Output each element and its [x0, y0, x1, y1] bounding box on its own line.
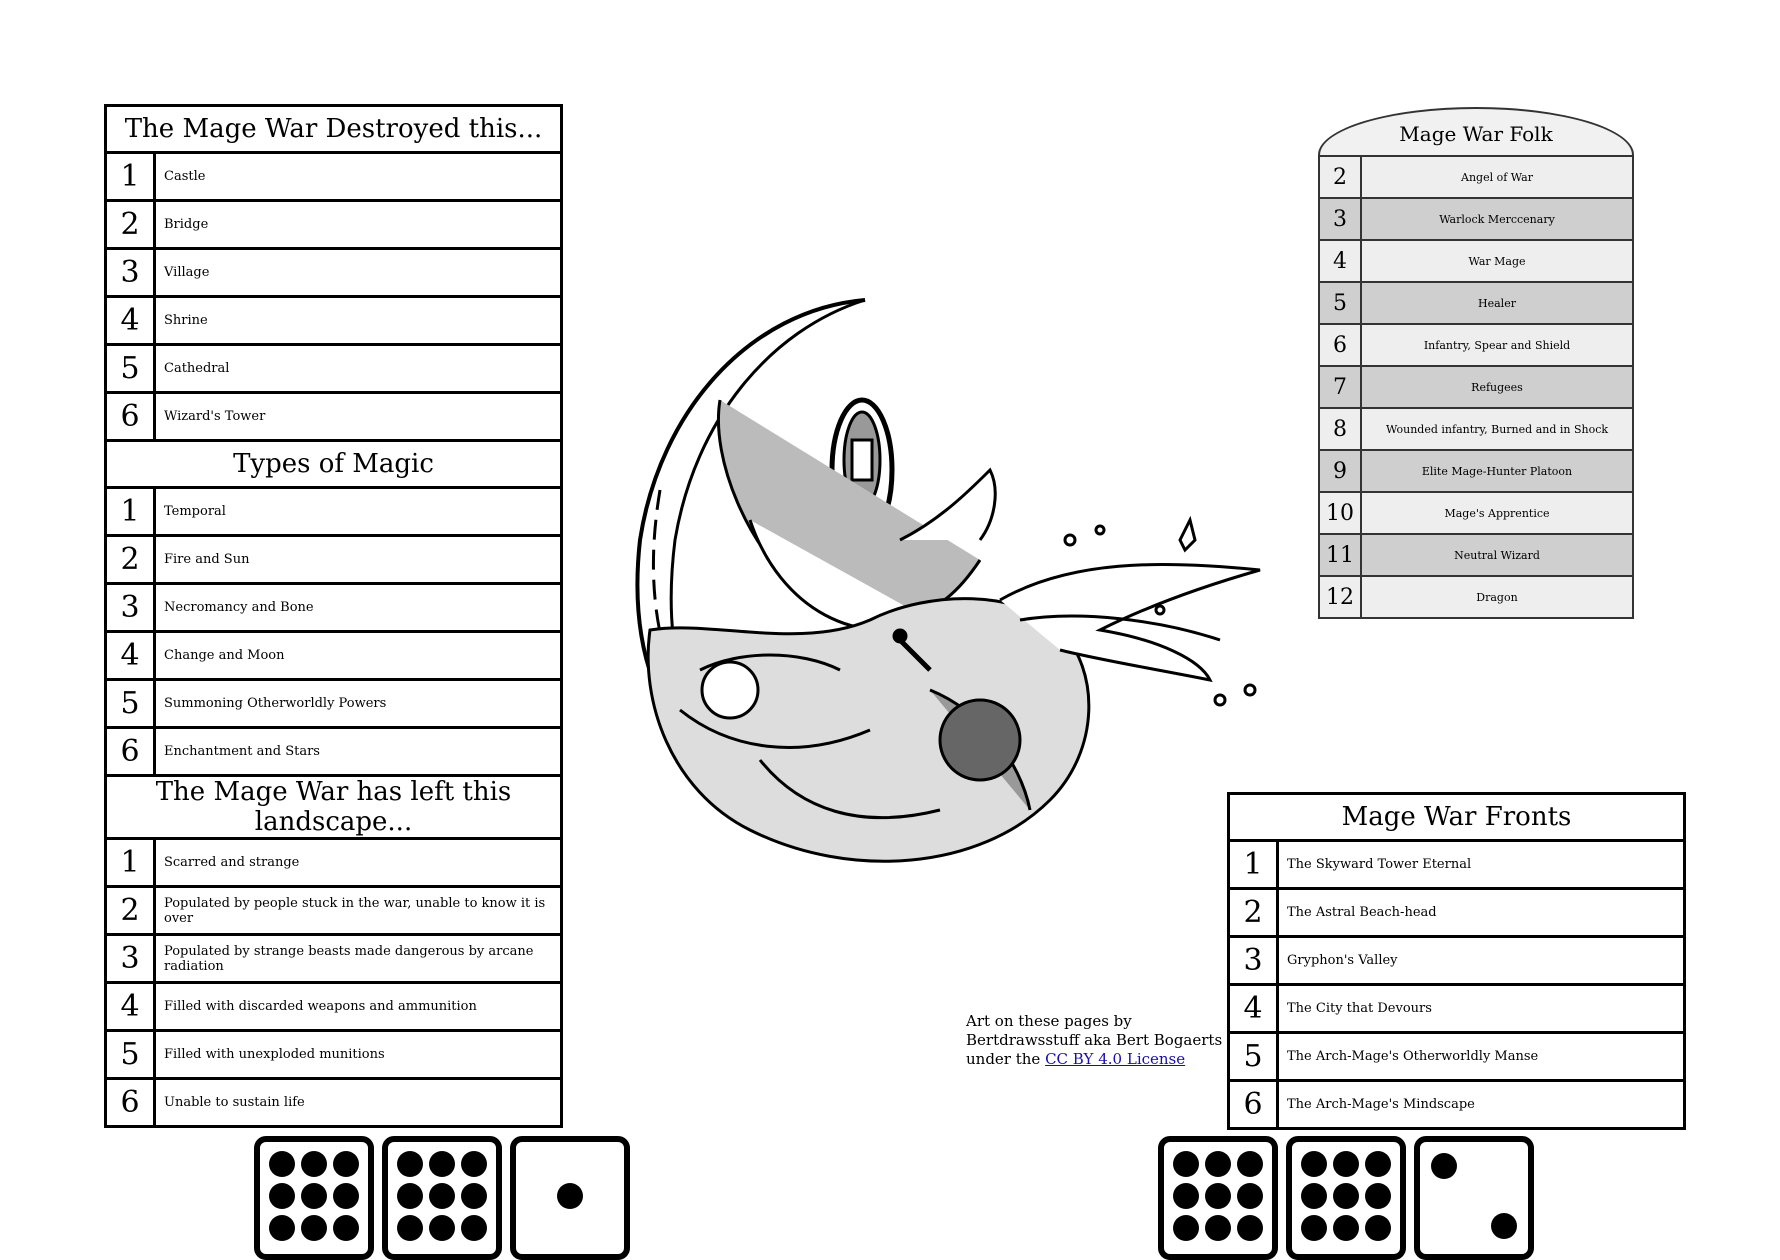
roll-number: 3: [1319, 198, 1361, 240]
credit-prefix: under the: [966, 1050, 1046, 1068]
pip: [301, 1183, 327, 1209]
pip: [429, 1151, 455, 1177]
credit-line-1: Art on these pages by: [966, 1012, 1132, 1030]
folk-row: [1319, 450, 1633, 492]
pip: [429, 1183, 455, 1209]
result-text: Gryphon's Valley: [1278, 937, 1685, 985]
pip: [1205, 1183, 1231, 1209]
table-row: [106, 345, 562, 393]
result-text: Village: [155, 249, 562, 297]
table-row: [106, 935, 562, 983]
pip: [461, 1151, 487, 1177]
folk-row: [1319, 324, 1633, 366]
roll-number: 5: [106, 680, 155, 728]
result-text: Mage's Apprentice: [1361, 492, 1633, 534]
result-text: Filled with unexploded munitions: [155, 1031, 562, 1079]
table-row: [106, 1031, 562, 1079]
result-text: Angel of War: [1361, 156, 1633, 198]
roll-number: 2: [106, 887, 155, 935]
pip: [1237, 1215, 1263, 1241]
roll-number: 1: [106, 488, 155, 536]
pip: [1173, 1151, 1199, 1177]
roll-number: 11: [1319, 534, 1361, 576]
pip: [333, 1215, 359, 1241]
result-text: Wounded infantry, Burned and in Shock: [1361, 408, 1633, 450]
folk-row: [1319, 408, 1633, 450]
table-row: [1229, 937, 1685, 985]
result-text: Populated by strange beasts made dangerous by arcane radiation: [155, 935, 562, 983]
pip: [397, 1183, 423, 1209]
roll-number: 2: [106, 201, 155, 249]
roll-number: 1: [1229, 841, 1278, 889]
result-text: Castle: [155, 153, 562, 201]
roll-number: 5: [1319, 282, 1361, 324]
result-text: War Mage: [1361, 240, 1633, 282]
die-face-9: [254, 1136, 374, 1260]
roll-number: 6: [106, 728, 155, 776]
result-text: Enchantment and Stars: [155, 728, 562, 776]
pip: [1365, 1151, 1391, 1177]
mage-war-folk-table: [1318, 107, 1634, 619]
folk-row: [1319, 198, 1633, 240]
pip: [1365, 1215, 1391, 1241]
table-row: [106, 488, 562, 536]
table-row: [106, 536, 562, 584]
folk-row: [1319, 366, 1633, 408]
roll-number: 6: [106, 393, 155, 441]
table-row: [106, 680, 562, 728]
roll-number: 1: [106, 839, 155, 887]
pip: [1173, 1183, 1199, 1209]
pip: [1205, 1151, 1231, 1177]
roll-number: 4: [1319, 240, 1361, 282]
pip: [301, 1151, 327, 1177]
roll-number: 6: [1319, 324, 1361, 366]
result-text: The Astral Beach-head: [1278, 889, 1685, 937]
result-text: Warlock Merccenary: [1361, 198, 1633, 240]
pip: [1205, 1215, 1231, 1241]
roll-number: 3: [106, 584, 155, 632]
result-text: Neutral Wizard: [1361, 534, 1633, 576]
folk-row: [1319, 576, 1633, 618]
roll-number: 2: [1319, 156, 1361, 198]
table-title: Types of Magic: [106, 441, 562, 488]
result-text: Healer: [1361, 282, 1633, 324]
table-row: [106, 393, 562, 441]
table-row: [1229, 1081, 1685, 1129]
folk-row: [1319, 282, 1633, 324]
table-header-row: [106, 441, 562, 488]
pip: [1237, 1183, 1263, 1209]
table-title: Mage War Fronts: [1229, 794, 1685, 841]
pip: [397, 1151, 423, 1177]
pip: [1333, 1215, 1359, 1241]
roll-number: 3: [1229, 937, 1278, 985]
result-text: The Arch-Mage's Mindscape: [1278, 1081, 1685, 1129]
table-header-row: [106, 776, 562, 839]
pip: [461, 1183, 487, 1209]
result-text: Temporal: [155, 488, 562, 536]
pip: [1491, 1213, 1517, 1239]
pip: [333, 1183, 359, 1209]
die-face-2: [1414, 1136, 1534, 1260]
pip: [1301, 1151, 1327, 1177]
pip: [1431, 1153, 1457, 1179]
folk-row: [1319, 156, 1633, 198]
table-row: [1229, 1033, 1685, 1081]
table-row: [1229, 985, 1685, 1033]
pip: [1173, 1215, 1199, 1241]
die-face-9: [1286, 1136, 1406, 1260]
folk-row: [1319, 240, 1633, 282]
table-title: The Mage War Destroyed this...: [106, 106, 562, 153]
table-row: [106, 887, 562, 935]
result-text: Fire and Sun: [155, 536, 562, 584]
result-text: Bridge: [155, 201, 562, 249]
left-tables: [104, 104, 563, 1128]
pip: [301, 1215, 327, 1241]
pip: [1333, 1183, 1359, 1209]
roll-number: 4: [1229, 985, 1278, 1033]
roll-number: 2: [1229, 889, 1278, 937]
roll-number: 7: [1319, 366, 1361, 408]
result-text: Infantry, Spear and Shield: [1361, 324, 1633, 366]
pip: [429, 1215, 455, 1241]
pip: [333, 1151, 359, 1177]
result-text: Scarred and strange: [155, 839, 562, 887]
license-link[interactable]: CC BY 4.0 License: [1045, 1050, 1186, 1068]
table-row: [106, 1079, 562, 1127]
die-face-1: [510, 1136, 630, 1260]
result-text: The Arch-Mage's Otherworldly Manse: [1278, 1033, 1685, 1081]
pip: [1333, 1151, 1359, 1177]
die-face-9: [382, 1136, 502, 1260]
pip: [1301, 1183, 1327, 1209]
result-text: The City that Devours: [1278, 985, 1685, 1033]
table-row: [106, 983, 562, 1031]
table-row: [106, 297, 562, 345]
die-face-9: [1158, 1136, 1278, 1260]
roll-number: 5: [1229, 1033, 1278, 1081]
roll-number: 6: [1229, 1081, 1278, 1129]
roll-number: 3: [106, 249, 155, 297]
roll-number: 1: [106, 153, 155, 201]
roll-number: 2: [106, 536, 155, 584]
table-row: [106, 201, 562, 249]
table-row: [106, 728, 562, 776]
roll-number: 5: [106, 1031, 155, 1079]
result-text: Cathedral: [155, 345, 562, 393]
roll-number: 9: [1319, 450, 1361, 492]
table-row: [106, 584, 562, 632]
pip: [269, 1215, 295, 1241]
result-text: Shrine: [155, 297, 562, 345]
roll-number: 4: [106, 297, 155, 345]
pip: [1237, 1151, 1263, 1177]
roll-number: 12: [1319, 576, 1361, 618]
roll-number: 3: [106, 935, 155, 983]
table-header-row: [106, 106, 562, 153]
pip: [269, 1151, 295, 1177]
mage-illustration: [600, 290, 1300, 930]
result-text: The Skyward Tower Eternal: [1278, 841, 1685, 889]
table-row: [106, 839, 562, 887]
roll-number: 5: [106, 345, 155, 393]
pip: [461, 1215, 487, 1241]
roll-number: 8: [1319, 408, 1361, 450]
pip: [269, 1183, 295, 1209]
table-row: [106, 249, 562, 297]
roll-number: 6: [106, 1079, 155, 1127]
folk-row: [1319, 492, 1633, 534]
roll-number: 4: [106, 632, 155, 680]
credit-line-2: Bertdrawsstuff aka Bert Bogaerts: [966, 1031, 1223, 1049]
table-title: The Mage War has left this landscape...: [106, 776, 562, 839]
result-text: Unable to sustain life: [155, 1079, 562, 1127]
result-text: Summoning Otherworldly Powers: [155, 680, 562, 728]
result-text: Populated by people stuck in the war, unable to know it is over: [155, 887, 562, 935]
result-text: Refugees: [1361, 366, 1633, 408]
roll-number: 4: [106, 983, 155, 1031]
credit-line-3: [966, 1050, 1222, 1069]
folk-row: [1319, 534, 1633, 576]
pip: [397, 1215, 423, 1241]
result-text: Wizard's Tower: [155, 393, 562, 441]
art-credit: [966, 1012, 1222, 1069]
table-row: [106, 153, 562, 201]
result-text: Necromancy and Bone: [155, 584, 562, 632]
pip: [557, 1183, 583, 1209]
result-text: Filled with discarded weapons and ammunition: [155, 983, 562, 1031]
pip: [1365, 1183, 1391, 1209]
folk-title: Mage War Folk: [1318, 107, 1634, 155]
result-text: Change and Moon: [155, 632, 562, 680]
roll-number: 10: [1319, 492, 1361, 534]
pip: [1301, 1215, 1327, 1241]
result-text: Elite Mage-Hunter Platoon: [1361, 450, 1633, 492]
table-row: [106, 632, 562, 680]
result-text: Dragon: [1361, 576, 1633, 618]
